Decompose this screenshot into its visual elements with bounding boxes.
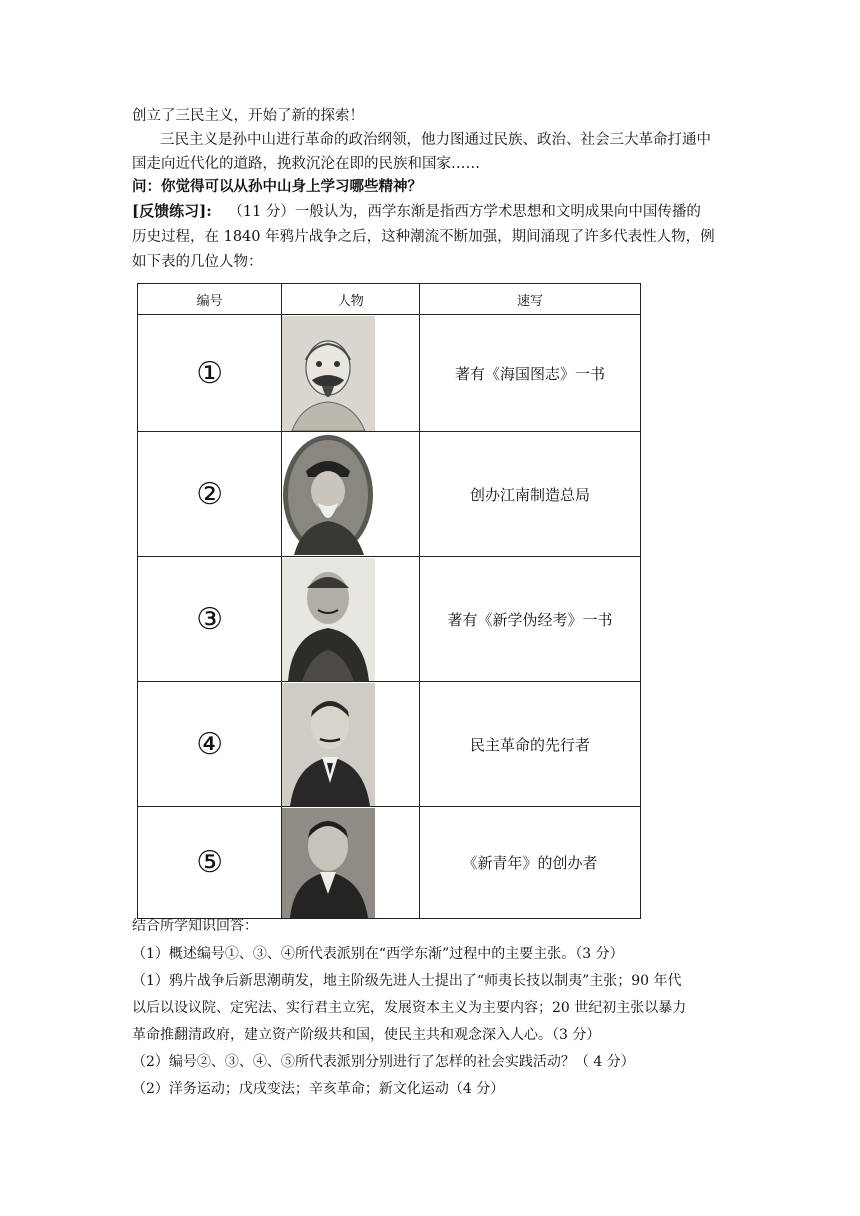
answer-2: （2）洋务运动；戊戌变法；辛亥革命；新文化运动（4 分）	[132, 1081, 505, 1097]
answer-1-line-3: 革命推翻清政府，建立资产阶级共和国，使民主共和观念深入人心。（3 分）	[132, 1027, 601, 1043]
people-table	[137, 283, 641, 919]
portrait-2-image	[282, 433, 375, 556]
row-description: 《新青年》的创办者	[420, 807, 641, 919]
portrait-4-image	[282, 683, 375, 806]
exercise-line-2: 历史过程，在 1840 年鸦片战争之后，这种潮流不断加强，期间涌现了许多代表性人物，例	[132, 229, 715, 245]
intro-line-2: 三民主义是孙中山进行革命的政治纲领，他力图通过民族、政治、社会三大革命打通中	[160, 132, 711, 148]
question-2: （2）编号②、③、④、⑤所代表派别分别进行了怎样的社会实践活动？（ 4 分）	[132, 1054, 635, 1070]
table-row	[138, 557, 641, 682]
portrait-1-image	[282, 316, 375, 431]
row-number: ⑤	[138, 807, 282, 919]
portrait-3-image	[282, 558, 375, 681]
answer-1-line-2: 以后以设议院、定宪法、实行君主立宪，发展资本主义为主要内容；20 世纪初主张以暴力	[132, 1000, 687, 1016]
intro-line-1: 创立了三民主义，开始了新的探索！	[132, 108, 364, 124]
row-description: 著有《新学伪经考》一书	[420, 557, 641, 682]
row-description: 民主革命的先行者	[420, 682, 641, 807]
row-number: ③	[138, 557, 282, 682]
table-header-row	[138, 284, 641, 315]
row-description: 创办江南制造总局	[420, 432, 641, 557]
table-row	[138, 807, 641, 919]
portrait-photo-cell	[282, 682, 420, 807]
portrait-photo-cell	[282, 557, 420, 682]
answers-lead: 结合所学知识回答：	[132, 918, 258, 934]
row-number: ④	[138, 682, 282, 807]
row-number: ②	[138, 432, 282, 557]
intro-line-3: 国走向近代化的道路，挽救沉沦在即的民族和国家……	[132, 156, 480, 172]
row-number: ①	[138, 315, 282, 432]
portrait-photo-cell	[282, 807, 420, 919]
question-heading: 问：你觉得可以从孙中山身上学习哪些精神？	[132, 178, 422, 195]
header-person: 人物	[282, 284, 420, 315]
row-description: 著有《海国图志》一书	[420, 315, 641, 432]
table-row	[138, 682, 641, 807]
table-row	[138, 432, 641, 557]
portrait-photo-cell	[282, 432, 420, 557]
header-number: 编号	[138, 284, 282, 315]
exercise-text-1: （11 分）一般认为，西学东渐是指西方学术思想和文明成果向中国传播的	[228, 204, 701, 220]
answer-1-line-1: （1）鸦片战争后新思潮萌发，地主阶级先进人士提出了“师夷长技以制夷”主张；90 年代	[132, 973, 682, 989]
exercise-tag: [反馈练习]:	[132, 202, 212, 220]
portrait-5-image	[282, 808, 375, 918]
exercise-line-1	[132, 201, 701, 222]
question-1: （1）概述编号①、③、④所代表派别在“西学东渐”过程中的主要主张。（3 分）	[132, 946, 624, 962]
table-row	[138, 315, 641, 432]
portrait-photo-cell	[282, 315, 420, 432]
exercise-line-3: 如下表的几位人物：	[132, 254, 263, 270]
header-sketch: 速写	[420, 284, 641, 315]
